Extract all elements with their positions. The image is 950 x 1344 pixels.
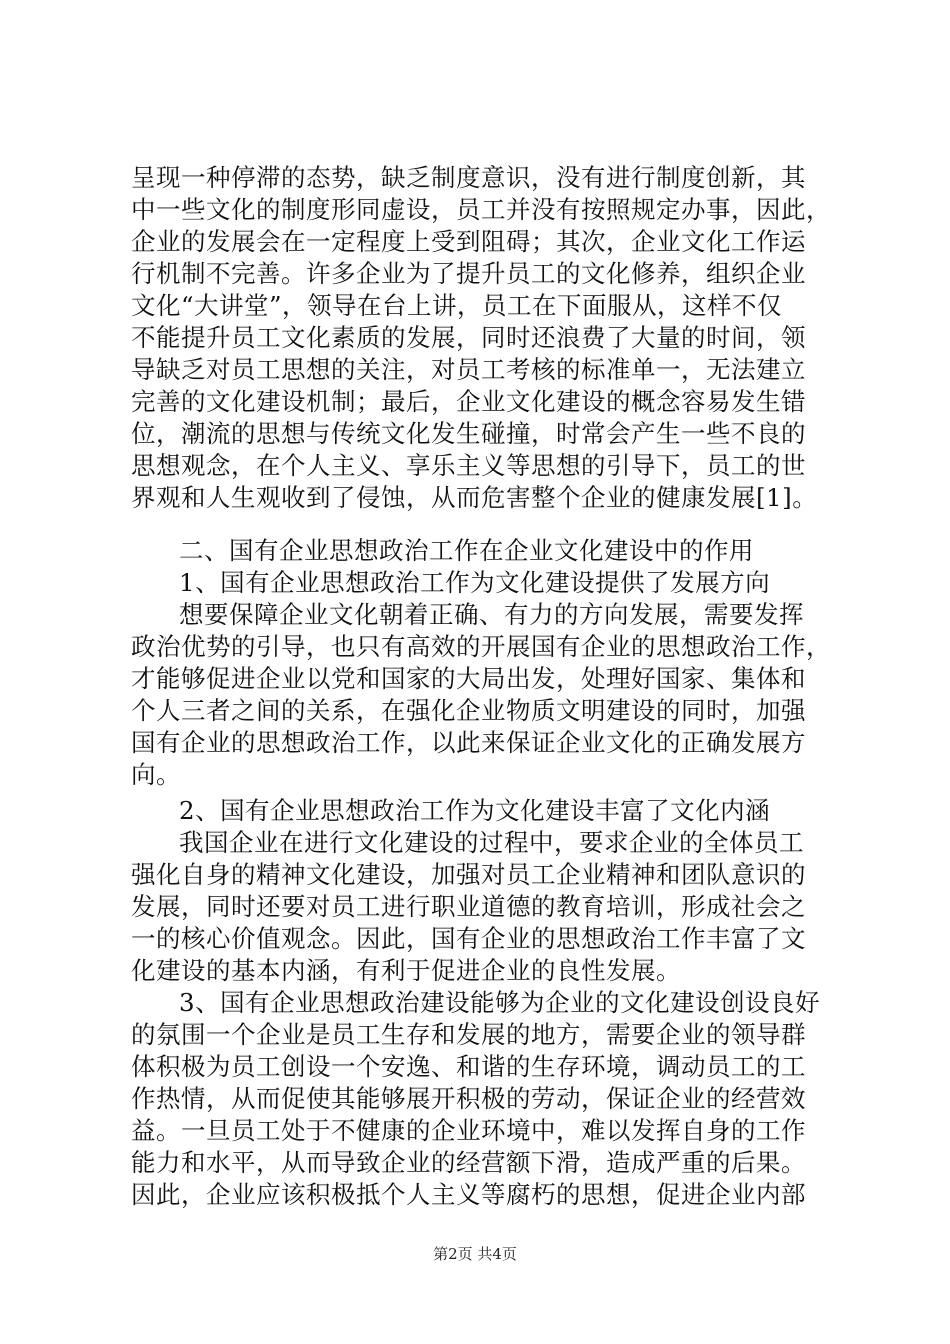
text-line: 完善的文化建设机制；最后，企业文化建设的概念容易发生错 [131, 387, 806, 416]
page-number-footer: 第2页 共4页 [433, 1245, 517, 1263]
text-line: 企业的发展会在一定程度上受到阻碍；其次，企业文化工作运 [131, 227, 806, 256]
subsection-3-body [131, 987, 843, 1211]
text-line: 呈现一种停滞的态势，缺乏制度意识，没有进行制度创新，其 [131, 163, 806, 192]
text-line: 中一些文化的制度形同虚设，员工并没有按照规定办事，因此， [131, 195, 831, 224]
text-line: 界观和人生观收到了侵蚀，从而危害整个企业的健康发展[1]。 [131, 483, 818, 512]
text-line: 的氛围一个企业是员工生存和发展的地方，需要企业的领导群 [131, 1020, 806, 1049]
text-line: 位，潮流的思想与传统文化发生碰撞，时常会产生一些不良的 [131, 419, 806, 448]
text-line: 政治优势的引导，也只有高效的开展国有企业的思想政治工作， [131, 632, 831, 661]
text-line: 作热情，从而促使其能够展开积极的劳动，保证企业的经营效 [131, 1084, 806, 1113]
text-line: 思想观念，在个人主义、享乐主义等思想的引导下，员工的世 [131, 451, 806, 480]
text-line: 3、国有企业思想政治建设能够为企业的文化建设创设良好 [179, 988, 821, 1017]
text-line: 个人三者之间的关系，在强化企业物质文明建设的同时，加强 [131, 696, 806, 725]
paragraph-spacer [131, 514, 843, 535]
text-line: 想要保障企业文化朝着正确、有力的方向发展，需要发挥 [179, 600, 804, 629]
text-line: 发展，同时还要对员工进行职业道德的教育培训，形成社会之 [131, 892, 806, 921]
subsection-heading-2: 2、国有企业思想政治工作为文化建设丰富了文化内涵 [179, 796, 771, 825]
text-line: 能力和水平，从而导致企业的经营额下滑，造成严重的后果。 [131, 1148, 806, 1177]
subsection-heading-1: 1、国有企业思想政治工作为文化建设提供了发展方向 [179, 568, 771, 597]
text-line: 一的核心价值观念。因此，国有企业的思想政治工作丰富了文 [131, 924, 806, 953]
text-line: 才能够促进企业以党和国家的大局出发，处理好国家、集体和 [131, 664, 806, 693]
paragraph-continued [131, 162, 843, 514]
text-line: 行机制不完善。许多企业为了提升员工的文化修养，组织企业 [131, 259, 806, 288]
section-heading: 二、国有企业思想政治工作在企业文化建设中的作用 [179, 536, 754, 565]
text-line: 强化自身的精神文化建设，加强对员工企业精神和团队意识的 [131, 860, 806, 889]
text-line: 我国企业在进行文化建设的过程中，要求企业的全体员工 [179, 828, 804, 857]
text-line: 文化“大讲堂”，领导在台上讲，员工在下面服从，这样不仅 [131, 291, 783, 320]
text-line: 益。一旦员工处于不健康的企业环境中，难以发挥自身的工作 [131, 1116, 806, 1145]
text-line: 化建设的基本内涵，有利于促进企业的良性发展。 [131, 956, 681, 985]
text-line: 体积极为员工创设一个安逸、和谐的生存环境，调动员工的工 [131, 1052, 806, 1081]
document-body [131, 162, 843, 1211]
text-line: 向。 [131, 760, 181, 789]
text-line: 国有企业的思想政治工作，以此来保证企业文化的正确发展方 [131, 728, 806, 757]
subsection-1-body [131, 599, 843, 795]
subsection-2-body [131, 827, 843, 987]
text-line: 导缺乏对员工思想的关注，对员工考核的标准单一，无法建立 [131, 355, 806, 384]
text-line: 因此，企业应该积极抵个人主义等腐朽的思想，促进企业内部 [131, 1180, 806, 1209]
text-line: 不能提升员工文化素质的发展，同时还浪费了大量的时间，领 [131, 323, 806, 352]
